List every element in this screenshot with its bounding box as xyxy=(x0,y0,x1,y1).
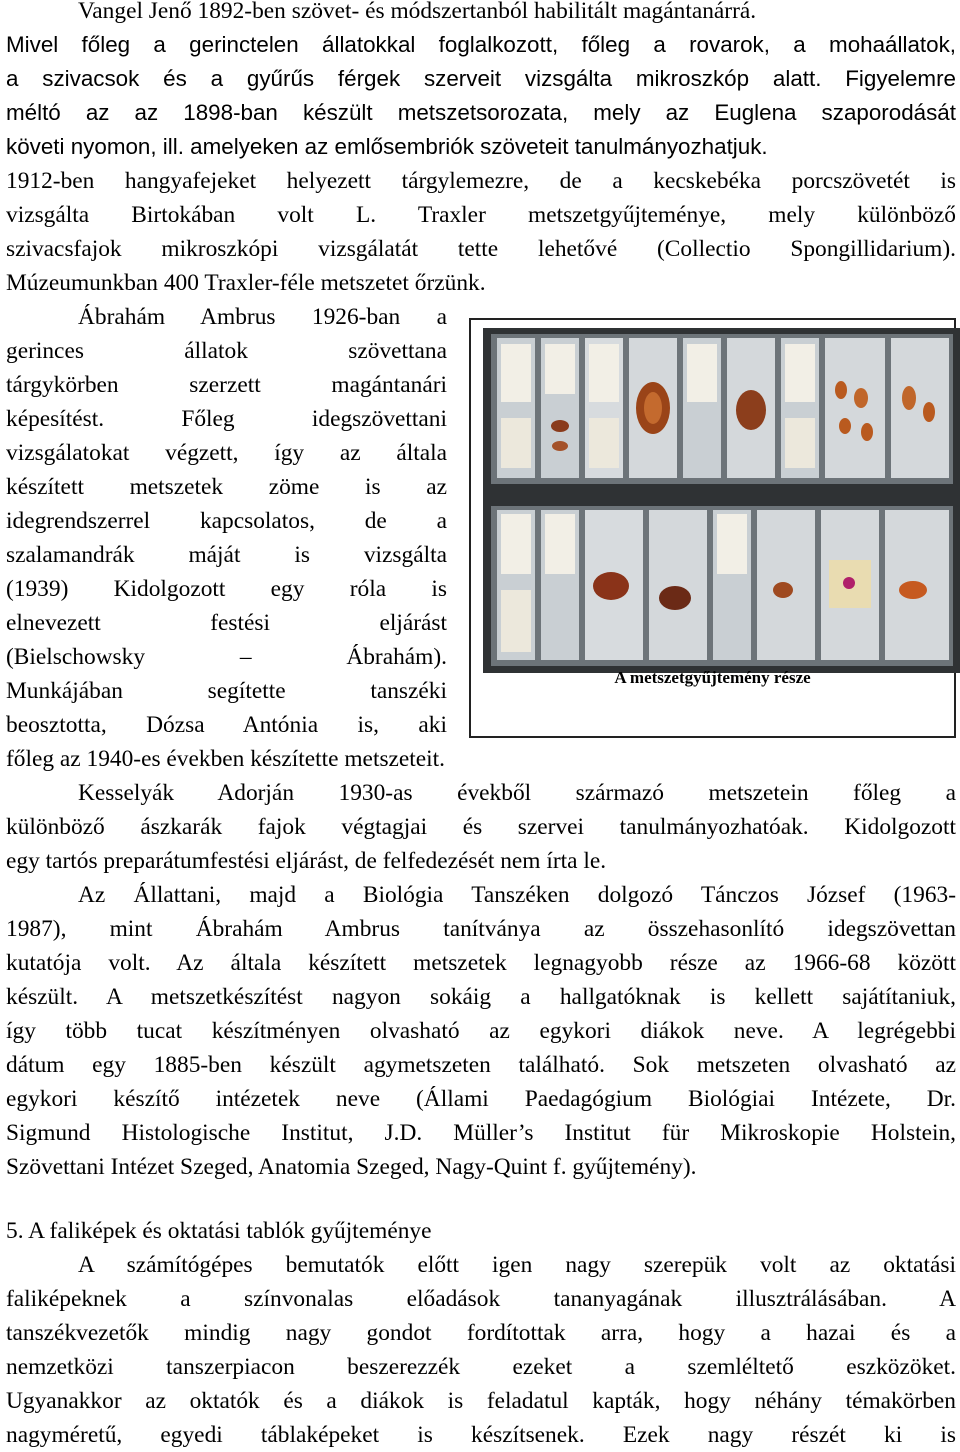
text-line: képesítést. Főleg idegszövettani xyxy=(6,406,447,432)
text-line: nagyméretű, egyedi táblaképeket is készítsenek. Ezek nagy részét ki is xyxy=(6,1422,956,1448)
text-line: dátum egy 1885-ben készült agymetszeten található. Sok metszeten olvasható az xyxy=(6,1052,956,1078)
text-line: gerinces állatok szövettana xyxy=(6,338,447,364)
figure-caption: A metszetgyűjtemény része xyxy=(614,668,811,687)
text-line: Az Állattani, majd a Biológia Tanszéken dolgozó Tánczos József (1963- xyxy=(78,882,956,908)
text-line: vizsgálta Birtokában volt L. Traxler metszetgyűjteménye, mely különböző xyxy=(6,202,956,228)
text-line: faliképeknek a színvonalas előadások tananyagának illusztrálásában. A xyxy=(6,1286,956,1312)
text-line: elnevezett festési eljárást xyxy=(6,610,447,636)
text-line: (1939) Kidolgozott egy róla is xyxy=(6,576,447,602)
text-line: főleg az 1940-es években készítette metszeteit. xyxy=(6,746,446,772)
text-line: szalamandrák máját is vizsgálta xyxy=(6,542,447,568)
text-line: tanszékvezetők mindig nagy gondot fordítottak arra, hogy a hazai és a xyxy=(6,1320,956,1346)
text-line: Kesselyák Adorján 1930-as évekből származó metszetein főleg a xyxy=(78,780,956,806)
text-line: a szivacsok és a gyűrűs férgek szerveit vizsgálta mikroszkóp alatt. Figyelemre xyxy=(6,66,956,91)
text-line: Ugyanakkor az oktatók és a diákok is feladatul kapták, hogy néhány témakörben xyxy=(6,1388,956,1414)
text-line: beosztotta, Dózsa Antónia is, aki xyxy=(6,712,447,738)
text-line: Sigmund Histologische Institut, J.D. Müller’s Institut für Mikroskopie Holstein, xyxy=(6,1120,956,1146)
text-line: Vangel Jenő 1892-ben szövet- és módszertanból habilitált magántanárrá. xyxy=(78,0,757,24)
text-line: A számítógépes bemutatók előtt igen nagy szerepük volt az oktatási xyxy=(78,1252,956,1278)
text-line: készült. A metszetkészítést nagyon sokáig a hallgatóknak is kellett sajátítaniuk, xyxy=(6,984,956,1010)
text-line: nemzetközi tanszerpiacon beszerezzék ezeket a szemléltető eszközöket. xyxy=(6,1354,956,1380)
text-line: (Bielschowsky – Ábrahám). xyxy=(6,644,447,670)
text-line: Mivel főleg a gerinctelen állatokkal foglalkozott, főleg a rovarok, a mohaállatok, xyxy=(6,32,956,57)
text-line: tárgykörben szerzett magántanári xyxy=(6,372,447,398)
slide-collection-photo xyxy=(483,328,960,673)
text-line: Munkájában segítette tanszéki xyxy=(6,678,447,704)
text-line: vizsgálatokat végzett, így az általa xyxy=(6,440,447,466)
text-line: Múzeumunkban 400 Traxler-féle metszetet őrzünk. xyxy=(6,270,486,296)
text-line: különböző ászkarák fajok végtagjai és szervei tanulmányozhatóak. Kidolgozott xyxy=(6,814,956,840)
text-line: szivacsfajok mikroszkópi vizsgálatát tette lehetővé (Collectio Spongillidarium). xyxy=(6,236,956,262)
text-line: kutatója volt. Az általa készített metszetek legnagyobb része az 1966-68 között xyxy=(6,950,956,976)
text-line: így több tucat készítményen olvasható az egykori diákok neve. A legrégebbi xyxy=(6,1018,956,1044)
text-line: Ábrahám Ambrus 1926-ban a xyxy=(78,304,447,330)
section-heading: 5. A faliképek és oktatási tablók gyűjteménye xyxy=(6,1218,432,1244)
microscope-slides-illustration xyxy=(483,328,960,673)
text-line: Szövettani Intézet Szeged, Anatomia Szeged, Nagy-Quint f. gyűjtemény). xyxy=(6,1154,697,1180)
figure-box xyxy=(469,318,956,738)
text-line: egy tartós preparátumfestési eljárást, de felfedezését nem írta le. xyxy=(6,848,607,874)
text-line: méltó az az 1898-ban készült metszetsorozata, mely az Euglena szaporodását xyxy=(6,100,956,125)
text-line: 1912-ben hangyafejeket helyezett tárgylemezre, de a kecskebéka porcszövetét is xyxy=(6,168,956,194)
text-line: 1987), mint Ábrahám Ambrus tanítványa az összehasonlító idegszövettan xyxy=(6,916,956,942)
text-line: készített metszetek zöme is az xyxy=(6,474,447,500)
text-line: egykori készítő intézetek neve (Állami Paedagógium Biológiai Intézete, Dr. xyxy=(6,1086,956,1112)
text-line: követi nyomon, ill. amelyeken az emlősembriók szöveteit tanulmányozhatjuk. xyxy=(6,134,768,159)
text-line: idegrendszerrel kapcsolatos, de a xyxy=(6,508,447,534)
